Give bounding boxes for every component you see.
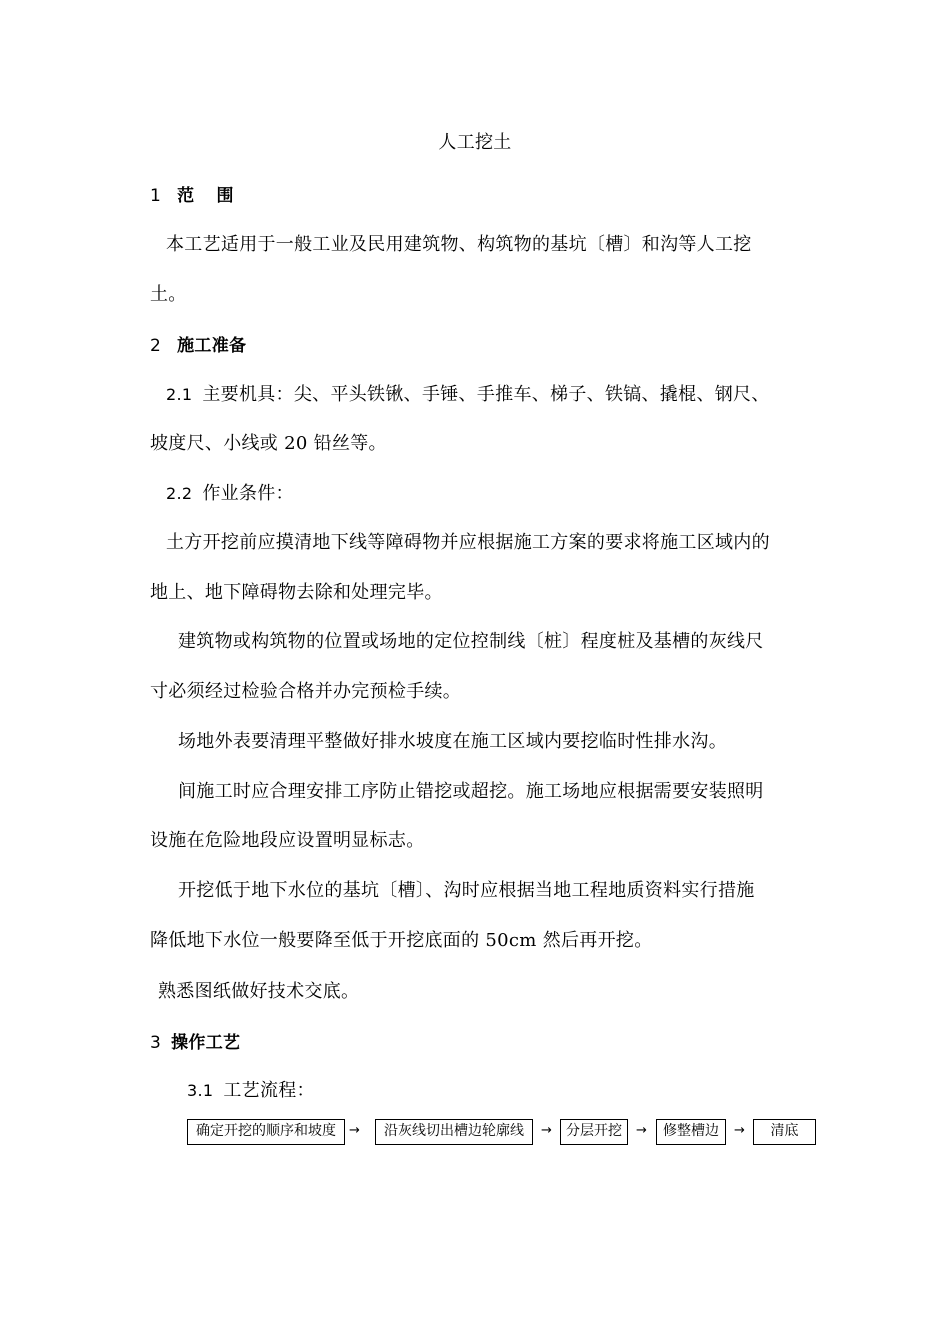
document-title: 人工挖土	[438, 132, 512, 153]
section-1-title-a: 范	[177, 186, 195, 206]
section-1-title-b: 围	[216, 186, 234, 206]
item-2-1-line-1	[166, 383, 770, 407]
section-1-number: 1	[150, 186, 162, 206]
flow-arrow-3: →	[636, 1123, 647, 1138]
flow-arrow-2: →	[541, 1123, 552, 1138]
condition-2-line-2: 寸必须经过检验合格并办完预检手续。	[150, 681, 462, 702]
item-3-1-heading	[187, 1079, 315, 1103]
condition-3-line-1: 场地外表要清理平整做好排水坡度在施工区域内要挖临时性排水沟。	[178, 731, 727, 752]
condition-6-line-1: 熟悉图纸做好技术交底。	[158, 981, 360, 1002]
item-2-2-number: 2.2	[166, 484, 193, 503]
section-2-heading	[150, 334, 246, 358]
condition-4-line-2: 设施在危险地段应设置明显标志。	[150, 830, 425, 851]
item-2-1-text: 主要机具：尖、平头铁锹、手锤、手推车、梯子、铁镐、撬棍、钢尺、	[202, 384, 770, 405]
section-3-number: 3	[150, 1033, 162, 1053]
item-3-1-number: 3.1	[187, 1081, 214, 1100]
item-3-1-title: 工艺流程：	[223, 1080, 315, 1101]
flow-arrow-4: →	[734, 1123, 745, 1138]
condition-1-line-1: 土方开挖前应摸清地下线等障碍物并应根据施工方案的要求将施工区域内的	[166, 532, 770, 553]
item-2-1-line-2: 坡度尺、小线或 20 铅丝等。	[150, 433, 387, 454]
item-2-2-title: 作业条件：	[202, 483, 294, 504]
section-1-paragraph-line-2: 土。	[150, 284, 187, 305]
item-2-1-number: 2.1	[166, 385, 193, 404]
section-3-heading	[150, 1031, 240, 1055]
condition-5-line-2: 降低地下水位一般要降至低于开挖底面的 50cm 然后再开挖。	[150, 930, 653, 951]
section-1-paragraph-line-1: 本工艺适用于一般工业及民用建筑物、构筑物的基坑〔槽〕和沟等人工挖	[166, 234, 752, 255]
flow-step-3: 分层开挖	[560, 1119, 628, 1145]
flow-step-4: 修整槽边	[656, 1119, 726, 1145]
flow-step-1: 确定开挖的顺序和坡度	[187, 1119, 345, 1145]
section-1-heading	[150, 184, 234, 208]
flow-arrow-1: →	[349, 1123, 360, 1138]
condition-4-line-1: 间施工时应合理安排工序防止错挖或超挖。施工场地应根据需要安装照明	[178, 781, 764, 802]
item-2-2-heading	[166, 482, 294, 506]
section-2-title: 施工准备	[177, 336, 247, 356]
flow-step-2: 沿灰线切出槽边轮廓线	[375, 1119, 533, 1145]
condition-5-line-1: 开挖低于地下水位的基坑〔槽〕、沟时应根据当地工程地质资料实行措施	[178, 880, 755, 901]
section-2-number: 2	[150, 336, 162, 356]
section-3-title: 操作工艺	[171, 1033, 241, 1053]
condition-1-line-2: 地上、地下障碍物去除和处理完毕。	[150, 582, 443, 603]
flow-step-5: 清底	[753, 1119, 816, 1145]
condition-2-line-1: 建筑物或构筑物的位置或场地的定位控制线〔桩〕程度桩及基槽的灰线尺	[178, 631, 764, 652]
